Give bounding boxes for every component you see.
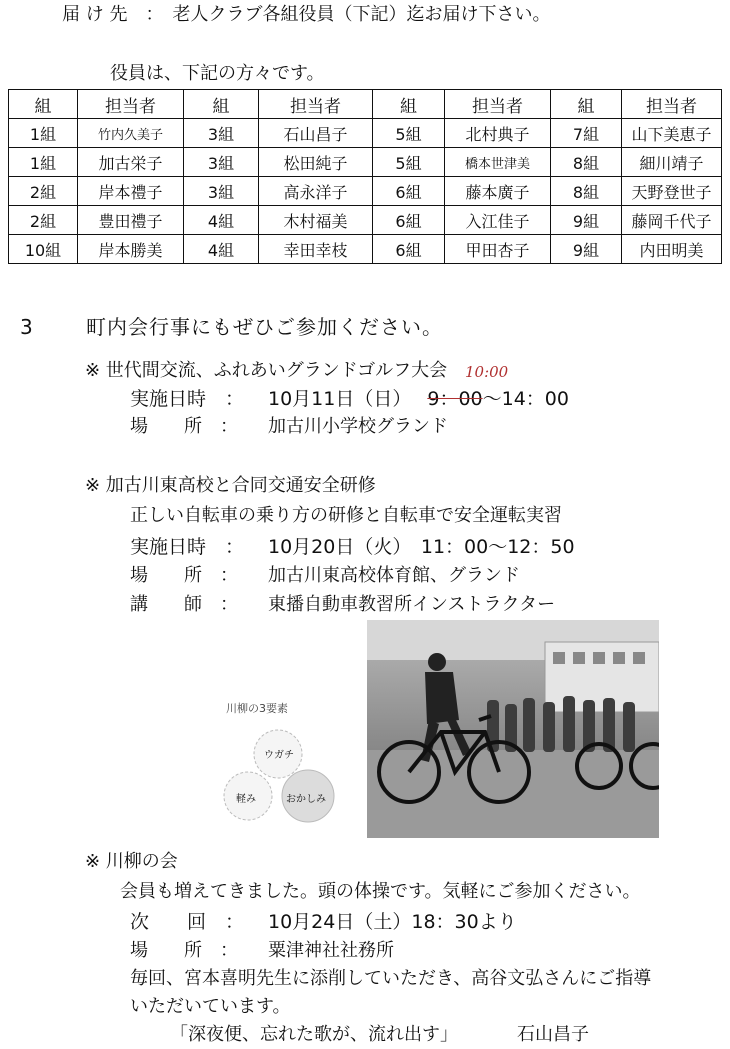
- group-cell: 6組: [373, 177, 445, 206]
- officers-table: [8, 89, 722, 264]
- name-cell: 加古栄子: [78, 148, 184, 177]
- table-row: [9, 119, 722, 148]
- event-place: 粟津神社社務所: [268, 940, 394, 961]
- senryu-element-karumi: 軽み: [236, 794, 256, 805]
- handwritten-correction: 10:00: [465, 363, 509, 381]
- section-title: 町内会行事にもぜひご参加ください。: [86, 315, 443, 339]
- poem-author: 石山昌子: [517, 1024, 589, 1045]
- name-cell: 藤岡千代子: [622, 206, 722, 235]
- senryu-diagram: [212, 700, 344, 825]
- group-cell: 10組: [9, 235, 78, 264]
- event-note-line: 毎回、宮本喜明先生に添削していただき、高谷文弘さんにご指導: [130, 968, 652, 989]
- name-cell: 北村典子: [445, 119, 551, 148]
- name-cell: 山下美恵子: [622, 119, 722, 148]
- name-cell: 木村福美: [259, 206, 373, 235]
- group-cell: 3組: [184, 148, 259, 177]
- table-row: [9, 177, 722, 206]
- header-cell: 組: [9, 90, 78, 119]
- name-cell: 橋本世津美: [445, 148, 551, 177]
- group-cell: 7組: [551, 119, 622, 148]
- group-cell: 5組: [373, 119, 445, 148]
- senryu-poem: 「深夜便、忘れた歌が、流れ出す」: [170, 1024, 458, 1045]
- delivery-notice: 届 け 先 ： 老人クラブ各組役員（下記）迄お届け下さい。: [62, 4, 551, 25]
- header-cell: 担当者: [622, 90, 722, 119]
- group-cell: 4組: [184, 235, 259, 264]
- event-date-text: 10月11日（日）: [268, 388, 412, 410]
- name-cell: 入江佳子: [445, 206, 551, 235]
- event-lecturer: 東播自動車教習所インストラクター: [268, 594, 556, 615]
- table-header-row: [9, 90, 722, 119]
- table-row: [9, 148, 722, 177]
- event-lecturer-label: 講 師 ：: [130, 594, 238, 615]
- section-number: 3: [20, 315, 34, 339]
- name-cell: 藤本廣子: [445, 177, 551, 206]
- name-cell: 岸本勝美: [78, 235, 184, 264]
- header-cell: 組: [184, 90, 259, 119]
- event-title: ※ 川柳の会: [85, 851, 178, 872]
- header-cell: 組: [551, 90, 622, 119]
- group-cell: 8組: [551, 148, 622, 177]
- name-cell: 石山昌子: [259, 119, 373, 148]
- group-cell: 3組: [184, 119, 259, 148]
- group-cell: 2組: [9, 206, 78, 235]
- name-cell: 天野登世子: [622, 177, 722, 206]
- group-cell: 8組: [551, 177, 622, 206]
- senryu-element-ugachi: ウガチ: [264, 750, 294, 761]
- event-next-label: 次 回 ：: [130, 911, 245, 933]
- name-cell: 高永洋子: [259, 177, 373, 206]
- senryu-element-okashimi: おかしみ: [286, 794, 326, 805]
- name-cell: 細川靖子: [622, 148, 722, 177]
- name-cell: 松田純子: [259, 148, 373, 177]
- officers-intro: 役員は、下記の方々です。: [110, 63, 325, 84]
- group-cell: 6組: [373, 235, 445, 264]
- event-place: 加古川東高校体育館、グランド: [268, 565, 520, 586]
- event-place-label: 場 所 ：: [130, 565, 238, 586]
- event-title: ※ 世代間交流、ふれあいグランドゴルフ大会: [85, 360, 448, 381]
- event-datetime: 10月20日（火） 11：00～12：50: [268, 536, 575, 558]
- event-datetime-label: 実施日時 ：: [130, 388, 245, 410]
- event-next: 10月24日（土）18：30より: [268, 911, 517, 933]
- bicycle-training-photo: [367, 620, 659, 838]
- group-cell: 1組: [9, 148, 78, 177]
- group-cell: 4組: [184, 206, 259, 235]
- table-row: [9, 235, 722, 264]
- event-datetime-label: 実施日時 ：: [130, 536, 245, 558]
- group-cell: 6組: [373, 206, 445, 235]
- event-end-time: ～14：00: [482, 388, 569, 410]
- event-place-label: 場 所 ：: [130, 416, 238, 437]
- header-cell: 担当者: [445, 90, 551, 119]
- event-description: 正しい自転車の乗り方の研修と自転車で安全運転実習: [130, 505, 562, 526]
- name-cell: 幸田幸枝: [259, 235, 373, 264]
- group-cell: 1組: [9, 119, 78, 148]
- group-cell: 5組: [373, 148, 445, 177]
- event-title: ※ 加古川東高校と合同交通安全研修: [85, 475, 376, 496]
- group-cell: 3組: [184, 177, 259, 206]
- header-cell: 担当者: [259, 90, 373, 119]
- event-place: 加古川小学校グランド: [268, 416, 448, 437]
- name-cell: 竹内久美子: [78, 119, 184, 148]
- header-cell: 担当者: [78, 90, 184, 119]
- senryu-title: 川柳の3要素: [226, 702, 288, 715]
- event-description: 会員も増えてきました。頭の体操です。気軽にご参加ください。: [120, 881, 641, 902]
- group-cell: 2組: [9, 177, 78, 206]
- group-cell: 9組: [551, 206, 622, 235]
- event-date: [268, 387, 569, 411]
- table-row: [9, 206, 722, 235]
- name-cell: 岸本禮子: [78, 177, 184, 206]
- header-cell: 組: [373, 90, 445, 119]
- name-cell: 内田明美: [622, 235, 722, 264]
- event-place-label: 場 所 ：: [130, 940, 238, 961]
- name-cell: 豊田禮子: [78, 206, 184, 235]
- struck-start-time: 9：00: [427, 388, 483, 410]
- senryu-circles: [212, 700, 344, 825]
- group-cell: 9組: [551, 235, 622, 264]
- name-cell: 甲田杏子: [445, 235, 551, 264]
- photo-scene: [367, 620, 659, 838]
- event-note-line: いただいています。: [130, 996, 291, 1017]
